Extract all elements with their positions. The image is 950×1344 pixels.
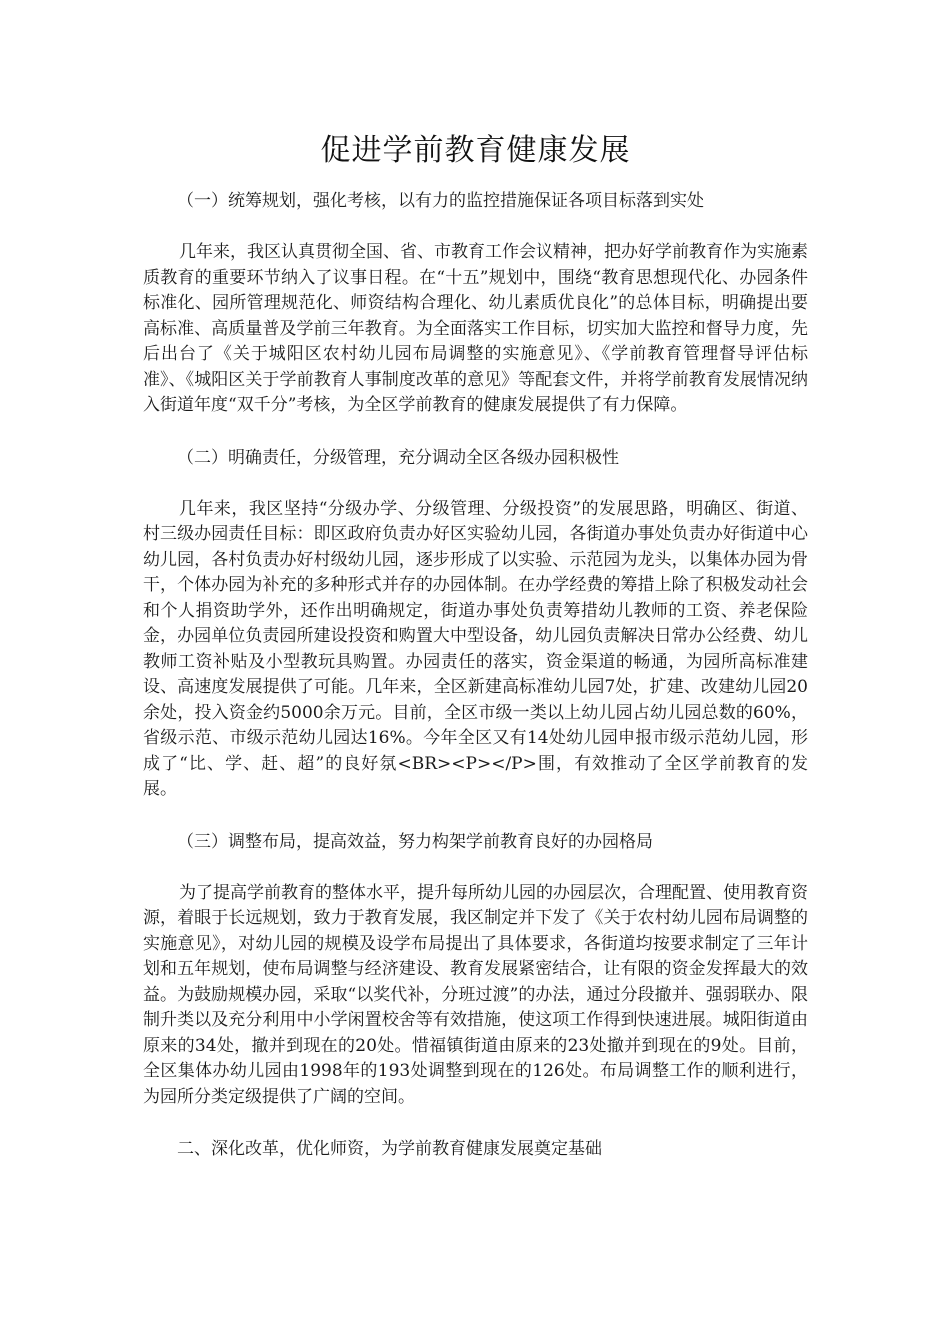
section-3-heading: （三）调整布局，提高效益，努力构架学前教育良好的办园格局 (177, 831, 653, 852)
section-3-body: 为了提高学前教育的整体水平，提升每所幼儿园的办园层次，合理配置、使用教育资源，着眼于长远规划，致力于教育发展，我区制定并下发了《关于农村幼儿园布局调整的实施意见》，对幼儿园的规模及设学布局提出了具体要求，各街道均按要求制定了三年计划和五年规划，使布局调整与经济建设、教育发展紧密结合，让有限的资金发挥最大的效益。为鼓励规模办园，采取“以奖代补，分班过渡”的办法，通过分段撤并、强弱联办、限制升类以及充分利用中小学闲置校舍等有效措施，使这项工作得到快速进展。城阳街道由原来的34处，撤并到现在的20处。惜福镇街道由原来的23处撤并到现在的9处。目前，全区集体办幼儿园由1998年的193处调整到现在的126处。布局调整工作的顺利进行，为园所分类定级提供了广阔的空间。 (143, 882, 808, 1107)
section-2-heading: （二）明确责任，分级管理，充分调动全区各级办园积极性 (177, 447, 619, 468)
document-page (143, 128, 808, 1188)
section-1-heading: （一）统筹规划，强化考核，以有力的监控措施保证各项目标落到实处 (177, 191, 704, 211)
document-title: 促进学前教育健康发展 (320, 133, 631, 168)
section-1-body: 几年来，我区认真贯彻全国、省、市教育工作会议精神，把办好学前教育作为实施素质教育的重要环节纳入了议事日程。在“十五”规划中，围绕“教育思想现代化、办园条件标准化、园所管理规范化、师资结构合理化、幼儿素质优良化”的总体目标，明确提出要高标准、高质量普及学前三年教育。为全面落实工作目标，切实加大监控和督导力度，先后出台了《关于城阳区农村幼儿园布局调整的实施意见》、《学前教育管理督导评估标准》、《城阳区关于学前教育人事制度改革的意见》等配套文件，并将学前教育发展情况纳入街道年度“双千分”考核，为全区学前教育的健康发展提供了有力保障。 (143, 242, 808, 415)
section-4-heading: 二、深化改革，优化师资，为学前教育健康发展奠定基础 (177, 1139, 602, 1159)
section-2-body: 几年来，我区坚持“分级办学、分级管理、分级投资”的发展思路，明确区、街道、村三级办园责任目标：即区政府负责办好区实验幼儿园，各街道办事处负责办好街道中心幼儿园，各村负责办好村级幼儿园，逐步形成了以实验、示范园为龙头，以集体办园为骨干，个体办园为补充的多种形式并存的办园体制。在办学经费的筹措上除了积极发动社会和个人捐资助学外，还作出明确规定，街道办事处负责筹措幼儿教师的工资、养老保险金，办园单位负责园所建设投资和购置大中型设备，幼儿园负责解决日常办公经费、幼儿教师工资补贴及小型教玩具购置。办园责任的落实，资金渠道的畅通，为园所高标准建设、高速度发展提供了可能。几年来，全区新建高标准幼儿园7处，扩建、改建幼儿园20余处，投入资金约5000余万元。目前，全区市级一类以上幼儿园占幼儿园总数的60%，省级示范、市级示范幼儿园达16%。今年全区又有14处幼儿园申报市级示范幼儿园，形成了“比、学、赶、超”的良好氛<BR><P></P>围，有效推动了全区学前教育的发展。 (143, 498, 808, 799)
